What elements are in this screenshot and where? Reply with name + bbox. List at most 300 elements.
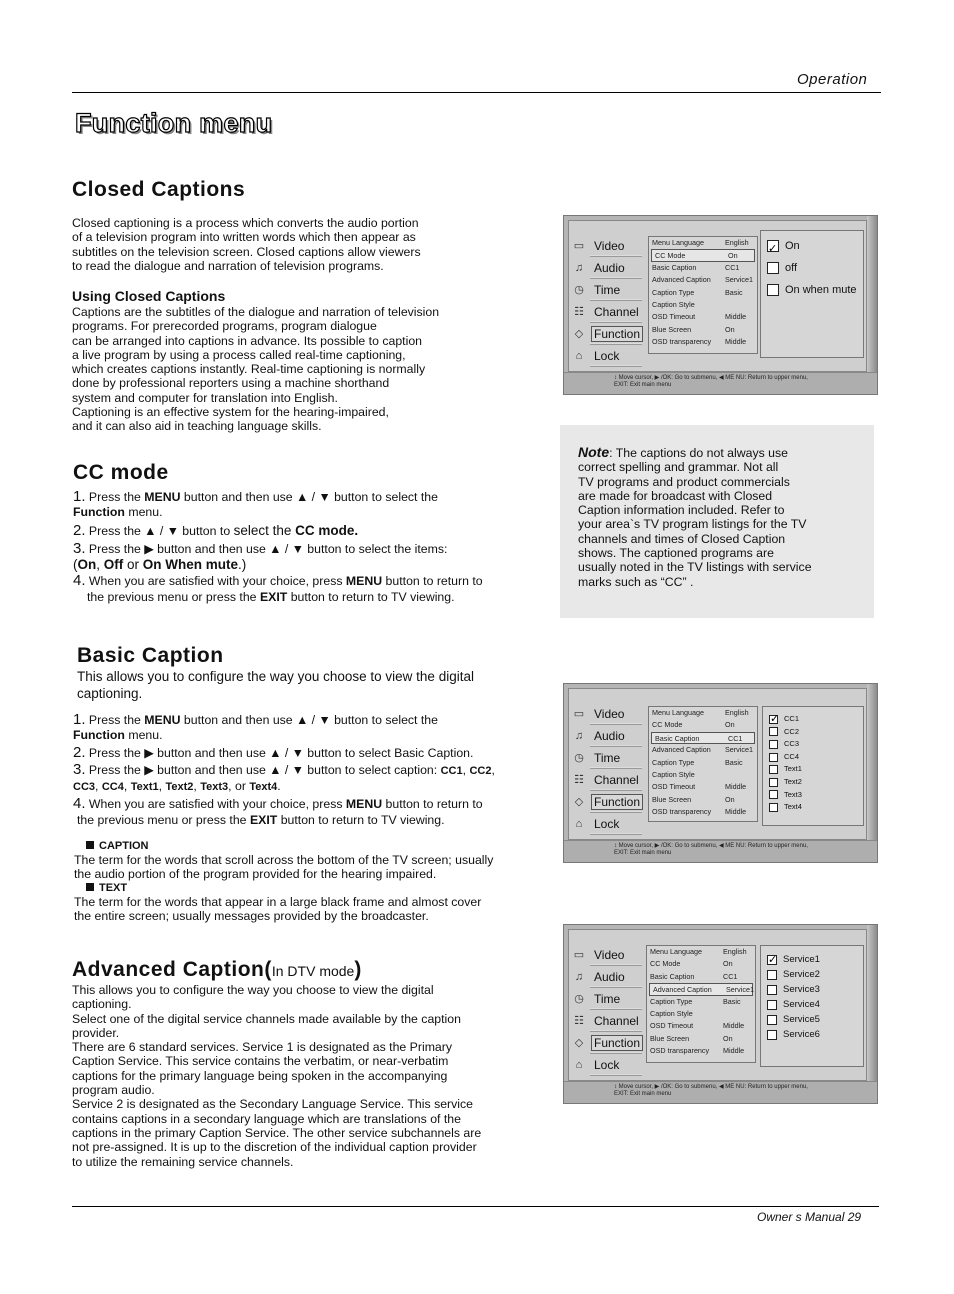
- time-icon: ◷: [574, 752, 584, 764]
- checkbox[interactable]: [767, 284, 779, 296]
- setting-name: Advanced Caption: [652, 275, 711, 285]
- function-setting-row[interactable]: [649, 237, 757, 249]
- text-line: Caption Service. This service contains the verbatim, or near-verbatim: [72, 1054, 449, 1069]
- using-closed-captions-text: [72, 305, 439, 434]
- caption-option[interactable]: [769, 751, 863, 764]
- function-setting-row[interactable]: [647, 971, 755, 983]
- menu-hint-bar: [564, 372, 877, 394]
- time-icon: ◷: [574, 284, 584, 296]
- function-setting-row[interactable]: [649, 299, 757, 311]
- hint-line: EXIT: Exit main menu: [614, 382, 672, 388]
- menu-item-underline: [590, 1030, 642, 1032]
- text: button to return to TV viewing.: [277, 812, 445, 827]
- setting-name: Blue Screen: [652, 324, 692, 334]
- menu-item-time[interactable]: [570, 989, 642, 1011]
- menu-item-function[interactable]: [570, 792, 642, 814]
- function-menu-list: [646, 945, 756, 1063]
- setting-value: On: [725, 720, 735, 730]
- text: ): [354, 958, 362, 981]
- menu-item-label: Lock: [594, 349, 620, 363]
- hint-line: ↕ Move cursor, ▶ /OK: Go to submenu, ◀ ME NU: Return to upper menu,: [614, 843, 808, 849]
- function-setting-row[interactable]: [649, 311, 757, 323]
- text-line: not pre-assigned. It is up to the discretion of the individual caption provider: [72, 1140, 477, 1155]
- menu-left-panel: [570, 704, 642, 836]
- text-line: which creates captions instantly. Real-time captioning is normally: [72, 362, 426, 377]
- menu-item-audio[interactable]: [570, 258, 642, 280]
- caption-option[interactable]: [769, 801, 863, 814]
- header-rule: [72, 92, 881, 93]
- menu-item-channel[interactable]: [570, 1011, 642, 1033]
- menu-frame-shadow: [867, 925, 877, 1103]
- text-line: to read the dialogue and narration of television programs.: [72, 258, 384, 273]
- text-line: Service 2 is designated as the Secondary Language Service. This service: [72, 1097, 474, 1112]
- text: ,: [95, 779, 102, 794]
- checkbox[interactable]: [767, 240, 779, 252]
- text: Text1: [130, 781, 159, 794]
- function-setting-row[interactable]: [649, 707, 757, 719]
- setting-value: Service1: [725, 275, 753, 285]
- function-setting-row[interactable]: [649, 262, 757, 274]
- lock-icon: ⌂: [575, 350, 583, 362]
- menu-left-panel: [570, 945, 642, 1077]
- option-label: CC2: [784, 726, 800, 736]
- checkbox[interactable]: [767, 985, 777, 995]
- basic-caption-options: [762, 706, 864, 826]
- text-line: TV programs and product commercials: [578, 474, 790, 489]
- menu-item-underline: [590, 321, 642, 323]
- checkbox[interactable]: [767, 970, 777, 980]
- setting-value: English: [723, 947, 747, 956]
- setting-name: Caption Type: [652, 287, 695, 297]
- setting-value: Basic: [725, 287, 743, 297]
- setting-name: OSD transparency: [652, 337, 712, 347]
- setting-name: Caption Type: [652, 757, 695, 767]
- checkbox[interactable]: [767, 1030, 777, 1040]
- function-menu-list: [648, 236, 758, 354]
- checkbox[interactable]: [769, 803, 778, 812]
- setting-name: OSD Timeout: [652, 782, 696, 792]
- text-line: provider.: [72, 1025, 120, 1040]
- menu-item-video[interactable]: [570, 236, 642, 258]
- text-line: your area`s TV program listings for the TV: [578, 517, 807, 532]
- option-label: On when mute: [785, 284, 857, 296]
- video-icon: ▭: [573, 949, 585, 961]
- text: menu.: [124, 728, 163, 743]
- caption-option[interactable]: [767, 982, 863, 997]
- caption-option[interactable]: [767, 1027, 863, 1042]
- text: Text3: [200, 781, 229, 794]
- text: the previous menu or press the: [77, 812, 250, 827]
- setting-value: Middle: [723, 1021, 745, 1031]
- checkbox[interactable]: [767, 262, 779, 274]
- text: Function: [73, 728, 125, 743]
- text: CC mode.: [295, 522, 359, 538]
- function-setting-row[interactable]: [649, 744, 757, 756]
- menu-item-underline: [590, 964, 642, 966]
- setting-name: Blue Screen: [652, 794, 692, 804]
- text: button and then use ▲ / ▼ button to select the: [180, 490, 438, 504]
- function-setting-row[interactable]: [647, 946, 755, 958]
- step-number: 1.: [73, 488, 86, 505]
- setting-name: Caption Style: [652, 769, 695, 779]
- text-line: subtitles on the television screen. Closed captions allow viewers: [72, 244, 421, 259]
- audio-icon: ♫: [574, 730, 584, 742]
- menu-item-lock[interactable]: [570, 1055, 642, 1077]
- setting-name: CC Mode: [655, 251, 686, 261]
- menu-item-lock[interactable]: [570, 346, 642, 368]
- menu-item-underline: [590, 255, 642, 257]
- hint-line: EXIT: Exit main menu: [614, 850, 672, 856]
- text-line: : The captions do not always use: [609, 446, 788, 460]
- function-setting-row[interactable]: [647, 1045, 755, 1057]
- text: .): [238, 557, 247, 573]
- closed-captions-title: Closed Captions: [72, 178, 246, 201]
- setting-name: OSD transparency: [650, 1046, 710, 1056]
- setting-name: OSD transparency: [652, 807, 712, 817]
- menu-item-label: Function: [591, 1035, 643, 1051]
- caption-option[interactable]: [767, 1012, 863, 1027]
- checkbox[interactable]: [769, 765, 778, 774]
- function-icon: ◇: [574, 328, 584, 340]
- video-icon: ▭: [573, 240, 585, 252]
- setting-name: Menu Language: [652, 708, 704, 717]
- text: When you are satisfied with your choice, press: [85, 797, 346, 812]
- option-label: Service6: [783, 1029, 820, 1040]
- checkbox[interactable]: [769, 753, 778, 762]
- text: ,: [123, 779, 131, 794]
- function-setting-row[interactable]: [649, 719, 757, 731]
- text: Off: [103, 557, 124, 573]
- menu-item-channel[interactable]: [570, 770, 642, 792]
- basic-caption-menu-screen: [563, 683, 878, 863]
- text: or: [123, 557, 143, 573]
- text: (: [73, 557, 78, 573]
- step-number: 2.: [73, 521, 86, 539]
- channel-icon: ☷: [574, 1015, 584, 1027]
- text-line: program audio.: [72, 1083, 155, 1098]
- setting-value: English: [725, 238, 749, 247]
- setting-value: CC1: [725, 262, 740, 272]
- text-line: Closed captioning is a process which converts the audio portion: [72, 216, 419, 230]
- section-header: Operation: [797, 71, 868, 88]
- step-number: 3.: [73, 539, 86, 557]
- function-setting-row[interactable]: [647, 1020, 755, 1032]
- caption-option[interactable]: [767, 235, 863, 257]
- option-label: Service4: [783, 999, 820, 1010]
- text: ,: [158, 779, 166, 794]
- function-setting-row[interactable]: [649, 757, 757, 769]
- audio-icon: ♫: [574, 971, 584, 983]
- text-line: can be arranged into captions in advance. Its possible to caption: [72, 333, 423, 348]
- checkbox[interactable]: [769, 740, 778, 749]
- setting-value: Service1: [726, 985, 754, 995]
- text-line: Caption information included. Refer to: [578, 503, 785, 518]
- text: Press the ▶ button and then use ▲ / ▼ button to select the items:: [85, 541, 448, 556]
- menu-item-lock[interactable]: [570, 814, 642, 836]
- page-footer: Owner s Manual 29: [757, 1210, 862, 1224]
- setting-name: CC Mode: [652, 720, 683, 730]
- text-line: usually noted in the TV listings with service: [578, 560, 812, 575]
- text: MENU: [144, 490, 181, 504]
- menu-item-underline: [590, 723, 642, 725]
- text: Press the ▶ button and then use ▲ / ▼ button to select Basic Caption.: [85, 745, 474, 760]
- text: ,: [491, 762, 495, 777]
- checkbox[interactable]: [769, 790, 778, 799]
- option-label: CC1: [784, 714, 800, 723]
- menu-hint-bar: [564, 840, 877, 862]
- menu-item-underline: [590, 343, 642, 345]
- text-line: marks such as “CC” .: [578, 574, 694, 589]
- setting-name: Basic Caption: [655, 733, 700, 743]
- menu-item-underline: [590, 1052, 642, 1054]
- caption-option[interactable]: [769, 763, 863, 776]
- function-menu-list: [648, 706, 758, 822]
- setting-value: CC1: [728, 733, 743, 743]
- text: CC1: [440, 764, 463, 777]
- text: ,: [193, 779, 201, 794]
- caption-option[interactable]: [767, 997, 863, 1012]
- text: Text2: [165, 781, 194, 794]
- text: .: [277, 779, 281, 794]
- caption-option[interactable]: [769, 776, 863, 789]
- function-setting-row[interactable]: [649, 324, 757, 336]
- setting-value: Basic: [725, 757, 743, 767]
- setting-value: Middle: [725, 337, 747, 347]
- text-definition: [74, 895, 481, 924]
- menu-item-label: Lock: [594, 817, 620, 831]
- menu-item-video[interactable]: [570, 704, 642, 726]
- menu-item-label: Audio: [594, 970, 625, 984]
- text-line: Captions are the subtitles of the dialogue and narration of television: [72, 305, 440, 319]
- option-label: Service2: [783, 969, 820, 980]
- menu-item-label: Video: [594, 707, 625, 721]
- hint-line: EXIT: Exit main menu: [614, 1091, 672, 1097]
- caption-option[interactable]: [769, 713, 863, 726]
- menu-item-video[interactable]: [570, 945, 642, 967]
- step-number: 1.: [73, 711, 86, 728]
- text-line: contains captions in a secondary language which are translations of the: [72, 1111, 461, 1126]
- menu-item-audio[interactable]: [570, 967, 642, 989]
- setting-value: Middle: [725, 312, 747, 322]
- text: button to return to TV viewing.: [287, 589, 455, 604]
- menu-item-label: Time: [594, 283, 621, 297]
- menu-item-channel[interactable]: [570, 302, 642, 324]
- menu-item-audio[interactable]: [570, 726, 642, 748]
- step-number: 4.: [73, 572, 86, 590]
- text: Press the: [85, 490, 145, 504]
- menu-item-label: Video: [594, 239, 625, 253]
- text-line: Captioning is an effective system for the hearing-impaired,: [72, 405, 389, 420]
- setting-name: Menu Language: [652, 238, 704, 247]
- function-setting-row[interactable]: [649, 336, 757, 348]
- using-closed-captions-title: Using Closed Captions: [72, 288, 226, 304]
- menu-item-underline: [590, 767, 642, 769]
- setting-name: Advanced Caption: [652, 745, 711, 755]
- menu-item-time[interactable]: [570, 280, 642, 302]
- function-setting-row[interactable]: [647, 1033, 755, 1045]
- setting-value: Middle: [725, 807, 747, 817]
- text: EXIT: [249, 812, 278, 827]
- checkbox[interactable]: [767, 1000, 777, 1010]
- text: button and then use ▲ / ▼ button to select the: [180, 713, 438, 727]
- menu-item-underline: [590, 299, 642, 301]
- menu-item-underline: [590, 365, 642, 367]
- caption-option[interactable]: [767, 279, 863, 301]
- menu-item-underline: [590, 789, 642, 791]
- menu-item-function[interactable]: [570, 1033, 642, 1055]
- setting-name: Menu Language: [650, 947, 702, 956]
- setting-name: Basic Caption: [650, 971, 695, 981]
- text-line: programs. For prerecorded programs, program dialogue: [72, 319, 377, 334]
- menu-item-label: Time: [594, 751, 621, 765]
- function-setting-row[interactable]: [647, 1008, 755, 1020]
- text: MENU: [144, 713, 181, 727]
- checkbox[interactable]: [769, 715, 778, 724]
- setting-value: On: [725, 324, 735, 334]
- menu-item-underline: [590, 833, 642, 835]
- caption-definition: [74, 853, 493, 882]
- text: MENU: [345, 574, 383, 589]
- step-number: 2.: [73, 743, 86, 761]
- function-icon: ◇: [574, 1037, 584, 1049]
- text: Function: [73, 505, 125, 520]
- menu-item-label: Function: [591, 794, 643, 810]
- setting-value: On: [725, 794, 735, 804]
- text: TEXT: [99, 882, 128, 894]
- menu-item-underline: [590, 1008, 642, 1010]
- text-line: are made for broadcast with Closed: [578, 488, 773, 503]
- checkbox[interactable]: [769, 778, 778, 787]
- option-label: Text2: [784, 776, 802, 786]
- text: ,: [462, 762, 470, 777]
- text: ,: [96, 557, 104, 573]
- cc-mode-menu-screen: [563, 215, 878, 395]
- text: In DTV mode: [271, 963, 355, 979]
- menu-item-label: Function: [591, 326, 643, 342]
- text: Press the: [85, 713, 145, 727]
- setting-name: Blue Screen: [650, 1033, 690, 1043]
- text: select the: [233, 522, 296, 538]
- function-setting-row[interactable]: [649, 983, 753, 995]
- text-line: channels and times of Closed Caption: [578, 531, 786, 546]
- menu-item-time[interactable]: [570, 748, 642, 770]
- step-number: 4.: [73, 795, 86, 813]
- function-setting-row[interactable]: [647, 958, 755, 970]
- text-line: Select one of the digital service channels made available by the caption: [72, 1011, 461, 1026]
- text: When you are satisfied with your choice, press: [85, 574, 346, 589]
- function-setting-row[interactable]: [649, 274, 757, 286]
- caption-option[interactable]: [769, 726, 863, 739]
- menu-hint-bar: [564, 1081, 877, 1103]
- text-line: captioning.: [72, 997, 132, 1012]
- text-line: the audio portion of the program provided for the hearing impaired.: [74, 867, 437, 882]
- option-label: Text1: [784, 764, 802, 774]
- advanced-caption-menu-screen: [563, 924, 878, 1104]
- closed-captions-intro: [72, 216, 421, 273]
- checkbox[interactable]: [767, 955, 777, 965]
- text: , or: [228, 779, 250, 794]
- setting-value: Service1: [725, 745, 753, 755]
- setting-value: English: [725, 708, 749, 717]
- function-setting-row[interactable]: [649, 769, 757, 781]
- setting-value: Middle: [725, 782, 747, 792]
- menu-item-label: Audio: [594, 261, 625, 275]
- text-line: This allows you to configure the way you choose to view the digital: [77, 669, 474, 684]
- option-label: CC3: [784, 739, 800, 749]
- advanced-caption-title: [72, 958, 362, 982]
- hint-line: ↕ Move cursor, ▶ /OK: Go to submenu, ◀ ME NU: Return to upper menu,: [614, 375, 808, 381]
- caption-option[interactable]: [767, 952, 863, 967]
- caption-option[interactable]: [767, 257, 863, 279]
- option-label: CC4: [784, 751, 800, 761]
- menu-item-label: Lock: [594, 1058, 620, 1072]
- cc-mode-steps: [73, 489, 483, 605]
- text: Press the ▲ / ▼ button to: [85, 523, 234, 538]
- function-setting-row[interactable]: [649, 806, 757, 818]
- option-label: Service3: [783, 984, 820, 995]
- text-line: There are 6 standard services. Service 1 is designated as the Primary: [72, 1040, 453, 1055]
- caption-option[interactable]: [769, 789, 863, 802]
- setting-value: On: [728, 251, 738, 261]
- menu-left-panel: [570, 236, 642, 368]
- function-setting-row[interactable]: [649, 781, 757, 793]
- setting-name: OSD Timeout: [652, 312, 696, 322]
- text: MENU: [345, 797, 383, 812]
- note-box: [560, 425, 874, 618]
- text-line: of a television program into written words which then appear as: [72, 230, 416, 245]
- checkbox[interactable]: [769, 727, 778, 736]
- function-setting-row[interactable]: [651, 732, 755, 744]
- advanced-caption-options: [760, 945, 864, 1067]
- text: Text4: [249, 781, 278, 794]
- time-icon: ◷: [574, 993, 584, 1005]
- text-line: a live program by using a process called real-time captioning,: [72, 347, 406, 362]
- menu-item-underline: [590, 745, 642, 747]
- menu-item-function[interactable]: [570, 324, 642, 346]
- function-setting-row[interactable]: [649, 287, 757, 299]
- function-icon: ◇: [574, 796, 584, 808]
- menu-item-label: Channel: [594, 305, 639, 319]
- text-line: shows. The captioned programs are: [578, 546, 774, 561]
- menu-item-label: Channel: [594, 773, 639, 787]
- function-setting-row[interactable]: [649, 794, 757, 806]
- function-setting-row[interactable]: [647, 996, 755, 1008]
- hint-line: ↕ Move cursor, ▶ /OK: Go to submenu, ◀ ME NU: Return to upper menu,: [614, 1084, 808, 1090]
- basic-caption-title: Basic Caption: [77, 644, 224, 667]
- function-setting-row[interactable]: [651, 249, 755, 261]
- text: EXIT: [259, 589, 288, 604]
- setting-name: Advanced Caption: [653, 985, 712, 995]
- option-label: On: [785, 240, 800, 252]
- menu-frame-shadow: [867, 216, 877, 394]
- text-line: and it can also aid in teaching language skills.: [72, 419, 322, 434]
- caption-option[interactable]: [769, 738, 863, 751]
- audio-icon: ♫: [574, 262, 584, 274]
- setting-name: Caption Style: [650, 1008, 693, 1018]
- channel-icon: ☷: [574, 306, 584, 318]
- caption-term: [86, 840, 149, 852]
- menu-item-underline: [590, 277, 642, 279]
- checkbox[interactable]: [767, 1015, 777, 1025]
- text-line: This allows you to configure the way you choose to view the digital: [72, 983, 434, 997]
- setting-name: Caption Style: [652, 299, 695, 309]
- caption-option[interactable]: [767, 967, 863, 982]
- menu-item-underline: [590, 986, 642, 988]
- text: Advanced Caption(: [72, 958, 272, 981]
- option-label: Text4: [784, 802, 802, 812]
- menu-item-underline: [590, 1074, 642, 1076]
- menu-item-underline: [590, 811, 642, 813]
